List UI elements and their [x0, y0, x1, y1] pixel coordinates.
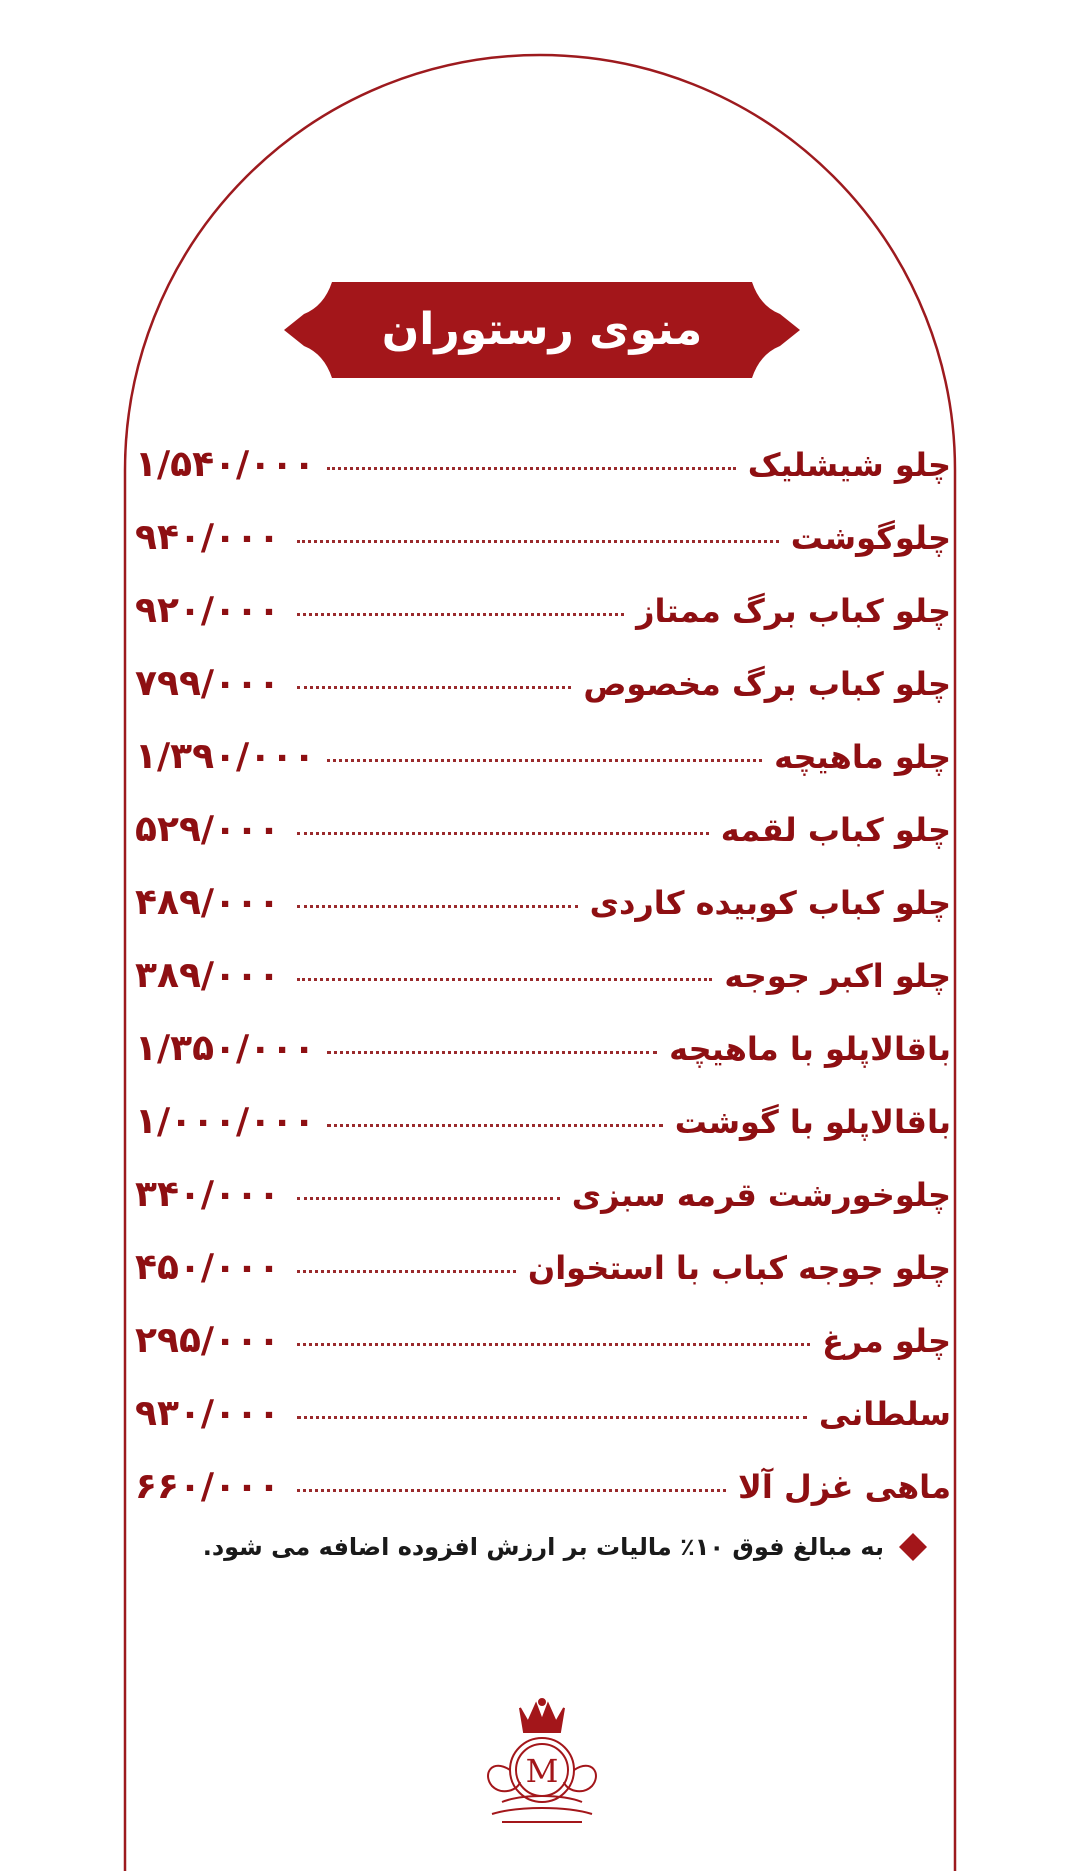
dotted-leader — [297, 686, 571, 689]
dotted-leader — [297, 1343, 810, 1346]
tax-note-text: به مبالغ فوق ۱۰٪ مالیات بر ارزش افزوده اضافه می شود. — [202, 1533, 884, 1561]
list-item — [135, 1231, 951, 1304]
list-item — [135, 939, 951, 1012]
item-name: چلو کباب برگ ممتاز — [636, 591, 951, 630]
item-price: ۴۵۰/۰۰۰ — [135, 1247, 280, 1288]
item-name: چلو مرغ — [822, 1321, 951, 1360]
list-item — [135, 428, 951, 501]
dotted-leader — [327, 1051, 657, 1054]
item-name: چلو کباب کوبیده کاردی — [589, 883, 951, 922]
item-price: ۵۲۹/۰۰۰ — [135, 809, 280, 850]
item-name: چلو ماهیچه — [774, 737, 951, 776]
item-price: ۶۶۰/۰۰۰ — [135, 1466, 280, 1507]
list-item — [135, 1450, 951, 1523]
item-price: ۱/۳۹۰/۰۰۰ — [135, 736, 316, 777]
item-price: ۷۹۹/۰۰۰ — [135, 663, 280, 704]
item-price: ۹۳۰/۰۰۰ — [135, 1393, 280, 1434]
list-item — [135, 1012, 951, 1085]
dotted-leader — [297, 1416, 807, 1419]
crown-monogram-logo — [462, 1698, 622, 1830]
list-item — [135, 501, 951, 574]
item-name: سلطانی — [818, 1394, 951, 1433]
item-price: ۲۹۵/۰۰۰ — [135, 1320, 280, 1361]
logo-letter: M — [525, 1752, 559, 1790]
dotted-leader — [297, 1197, 560, 1200]
item-price: ۱/۳۵۰/۰۰۰ — [135, 1028, 316, 1069]
item-price: ۹۲۰/۰۰۰ — [135, 590, 280, 631]
dotted-leader — [327, 467, 736, 470]
item-name: باقالاپلو با گوشت — [674, 1102, 951, 1141]
dotted-leader — [297, 1270, 516, 1273]
item-price: ۱/۵۴۰/۰۰۰ — [135, 444, 316, 485]
dotted-leader — [297, 832, 709, 835]
list-item — [135, 1377, 951, 1450]
item-name: چلو جوجه کباب با استخوان — [527, 1248, 951, 1287]
tax-note — [190, 1530, 930, 1564]
list-item — [135, 574, 951, 647]
dotted-leader — [327, 759, 762, 762]
item-name: چلو کباب لقمه — [720, 810, 951, 849]
item-name: باقالاپلو با ماهیچه — [669, 1029, 951, 1068]
list-item — [135, 1158, 951, 1231]
title-banner — [282, 280, 802, 380]
list-item — [135, 1304, 951, 1377]
list-item — [135, 866, 951, 939]
item-price: ۳۴۰/۰۰۰ — [135, 1174, 280, 1215]
item-name: چلوگوشت — [790, 518, 951, 557]
dotted-leader — [297, 613, 624, 616]
item-price: ۱/۰۰۰/۰۰۰ — [135, 1101, 316, 1142]
list-item — [135, 647, 951, 720]
diamond-bullet-icon — [896, 1530, 930, 1564]
item-price: ۳۸۹/۰۰۰ — [135, 955, 280, 996]
list-item — [135, 1085, 951, 1158]
item-name: چلو کباب برگ مخصوص — [583, 664, 951, 703]
item-price: ۹۴۰/۰۰۰ — [135, 517, 280, 558]
dotted-leader — [297, 540, 779, 543]
page-title: منوی رستوران — [381, 304, 703, 355]
item-price: ۴۸۹/۰۰۰ — [135, 882, 280, 923]
list-item — [135, 720, 951, 793]
item-name: ماهی غزل آلا — [738, 1467, 951, 1506]
dotted-leader — [297, 905, 578, 908]
item-name: چلو شیشلیک — [747, 445, 951, 484]
item-name: چلو اکبر جوجه — [724, 956, 951, 995]
menu-list — [135, 428, 951, 1523]
item-name: چلوخورشت قرمه سبزی — [571, 1175, 951, 1214]
dotted-leader — [297, 1489, 726, 1492]
dotted-leader — [327, 1124, 663, 1127]
list-item — [135, 793, 951, 866]
dotted-leader — [297, 978, 712, 981]
